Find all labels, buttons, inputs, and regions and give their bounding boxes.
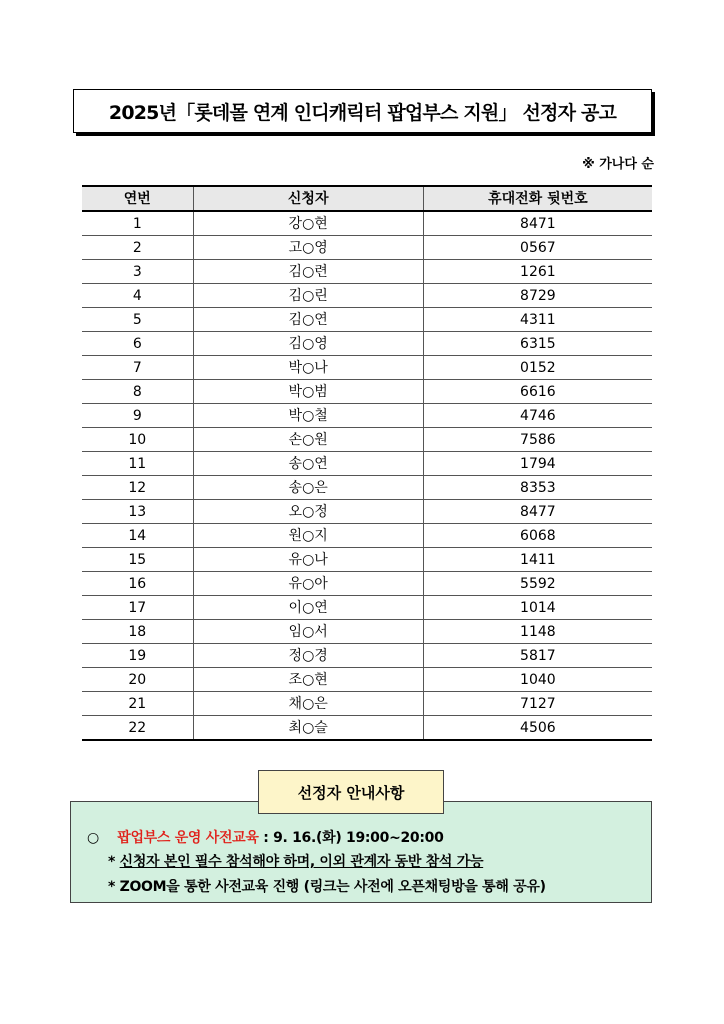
cell-applicant: 김○연	[193, 308, 423, 332]
table-row	[82, 476, 652, 500]
cell-phone: 1014	[423, 596, 652, 620]
cell-applicant: 송○은	[193, 476, 423, 500]
cell-number: 16	[82, 572, 193, 596]
cell-number: 7	[82, 356, 193, 380]
selection-table	[82, 185, 652, 741]
notice-box	[70, 801, 652, 903]
cell-phone: 4311	[423, 308, 652, 332]
cell-applicant: 최○슬	[193, 716, 423, 741]
cell-phone: 5592	[423, 572, 652, 596]
table-body	[82, 211, 652, 740]
cell-number: 3	[82, 260, 193, 284]
cell-phone: 1040	[423, 668, 652, 692]
cell-applicant: 김○영	[193, 332, 423, 356]
cell-number: 2	[82, 236, 193, 260]
cell-applicant: 고○영	[193, 236, 423, 260]
cell-phone: 5817	[423, 644, 652, 668]
cell-applicant: 강○현	[193, 211, 423, 236]
cell-applicant: 박○나	[193, 356, 423, 380]
cell-number: 11	[82, 452, 193, 476]
cell-number: 10	[82, 428, 193, 452]
cell-applicant: 조○현	[193, 668, 423, 692]
cell-phone: 8477	[423, 500, 652, 524]
note-1-star: *	[108, 854, 120, 870]
table-row	[82, 356, 652, 380]
cell-number: 17	[82, 596, 193, 620]
cell-applicant: 박○범	[193, 380, 423, 404]
bullet-icon: ○	[87, 830, 99, 846]
cell-applicant: 원○지	[193, 524, 423, 548]
cell-phone: 7586	[423, 428, 652, 452]
cell-applicant: 김○린	[193, 284, 423, 308]
notice-item-label: 팝업부스 운영 사전교육	[117, 830, 259, 846]
header-number: 연번	[82, 186, 193, 211]
table-row	[82, 548, 652, 572]
cell-number: 18	[82, 620, 193, 644]
table-row	[82, 524, 652, 548]
cell-applicant: 오○정	[193, 500, 423, 524]
cell-phone: 6315	[423, 332, 652, 356]
cell-applicant: 손○원	[193, 428, 423, 452]
cell-number: 1	[82, 211, 193, 236]
table-row	[82, 284, 652, 308]
cell-applicant: 김○련	[193, 260, 423, 284]
notice-item	[87, 827, 444, 847]
cell-applicant: 이○연	[193, 596, 423, 620]
cell-phone: 6068	[423, 524, 652, 548]
table-row	[82, 644, 652, 668]
header-phone: 휴대전화 뒷번호	[423, 186, 652, 211]
cell-phone: 1148	[423, 620, 652, 644]
cell-number: 20	[82, 668, 193, 692]
table-row	[82, 332, 652, 356]
notice-note-2: * ZOOM을 통한 사전교육 진행 (링크는 사전에 오픈채팅방을 통해 공유)	[108, 879, 546, 895]
sort-note: ※ 가나다 순	[582, 157, 654, 172]
note-1-text: 신청자 본인 필수 참석해야 하며, 이외 관계자 동반 참석 가능	[119, 854, 484, 870]
cell-number: 9	[82, 404, 193, 428]
table-row	[82, 572, 652, 596]
table-row	[82, 452, 652, 476]
cell-number: 14	[82, 524, 193, 548]
table-row	[82, 308, 652, 332]
notice-heading: 선정자 안내사항	[258, 770, 444, 814]
cell-number: 22	[82, 716, 193, 741]
table-row	[82, 428, 652, 452]
cell-phone: 6616	[423, 380, 652, 404]
header-applicant: 신청자	[193, 186, 423, 211]
table-row	[82, 716, 652, 741]
cell-applicant: 유○아	[193, 572, 423, 596]
cell-number: 8	[82, 380, 193, 404]
cell-applicant: 송○연	[193, 452, 423, 476]
cell-applicant: 정○경	[193, 644, 423, 668]
cell-number: 4	[82, 284, 193, 308]
cell-number: 21	[82, 692, 193, 716]
cell-phone: 4746	[423, 404, 652, 428]
table-row	[82, 596, 652, 620]
cell-phone: 4506	[423, 716, 652, 741]
cell-phone: 1411	[423, 548, 652, 572]
table-row	[82, 620, 652, 644]
notice-item-detail: : 9. 16.(화) 19:00~20:00	[258, 830, 444, 846]
cell-phone: 8353	[423, 476, 652, 500]
table-header-row	[82, 186, 652, 211]
table-row	[82, 692, 652, 716]
table-row	[82, 260, 652, 284]
cell-phone: 0567	[423, 236, 652, 260]
cell-phone: 0152	[423, 356, 652, 380]
cell-phone: 7127	[423, 692, 652, 716]
cell-phone: 8729	[423, 284, 652, 308]
cell-phone: 1794	[423, 452, 652, 476]
cell-number: 12	[82, 476, 193, 500]
cell-phone: 8471	[423, 211, 652, 236]
cell-number: 13	[82, 500, 193, 524]
table-row	[82, 380, 652, 404]
cell-number: 19	[82, 644, 193, 668]
table-row	[82, 404, 652, 428]
cell-applicant: 임○서	[193, 620, 423, 644]
table-row	[82, 500, 652, 524]
cell-phone: 1261	[423, 260, 652, 284]
table-row	[82, 668, 652, 692]
cell-number: 6	[82, 332, 193, 356]
cell-applicant: 유○나	[193, 548, 423, 572]
cell-applicant: 박○철	[193, 404, 423, 428]
cell-number: 15	[82, 548, 193, 572]
cell-number: 5	[82, 308, 193, 332]
cell-applicant: 채○은	[193, 692, 423, 716]
table-row	[82, 236, 652, 260]
page-title: 2025년「롯데몰 연계 인디캐릭터 팝업부스 지원」 선정자 공고	[73, 89, 652, 133]
table-row	[82, 211, 652, 236]
notice-note-1	[108, 851, 483, 871]
